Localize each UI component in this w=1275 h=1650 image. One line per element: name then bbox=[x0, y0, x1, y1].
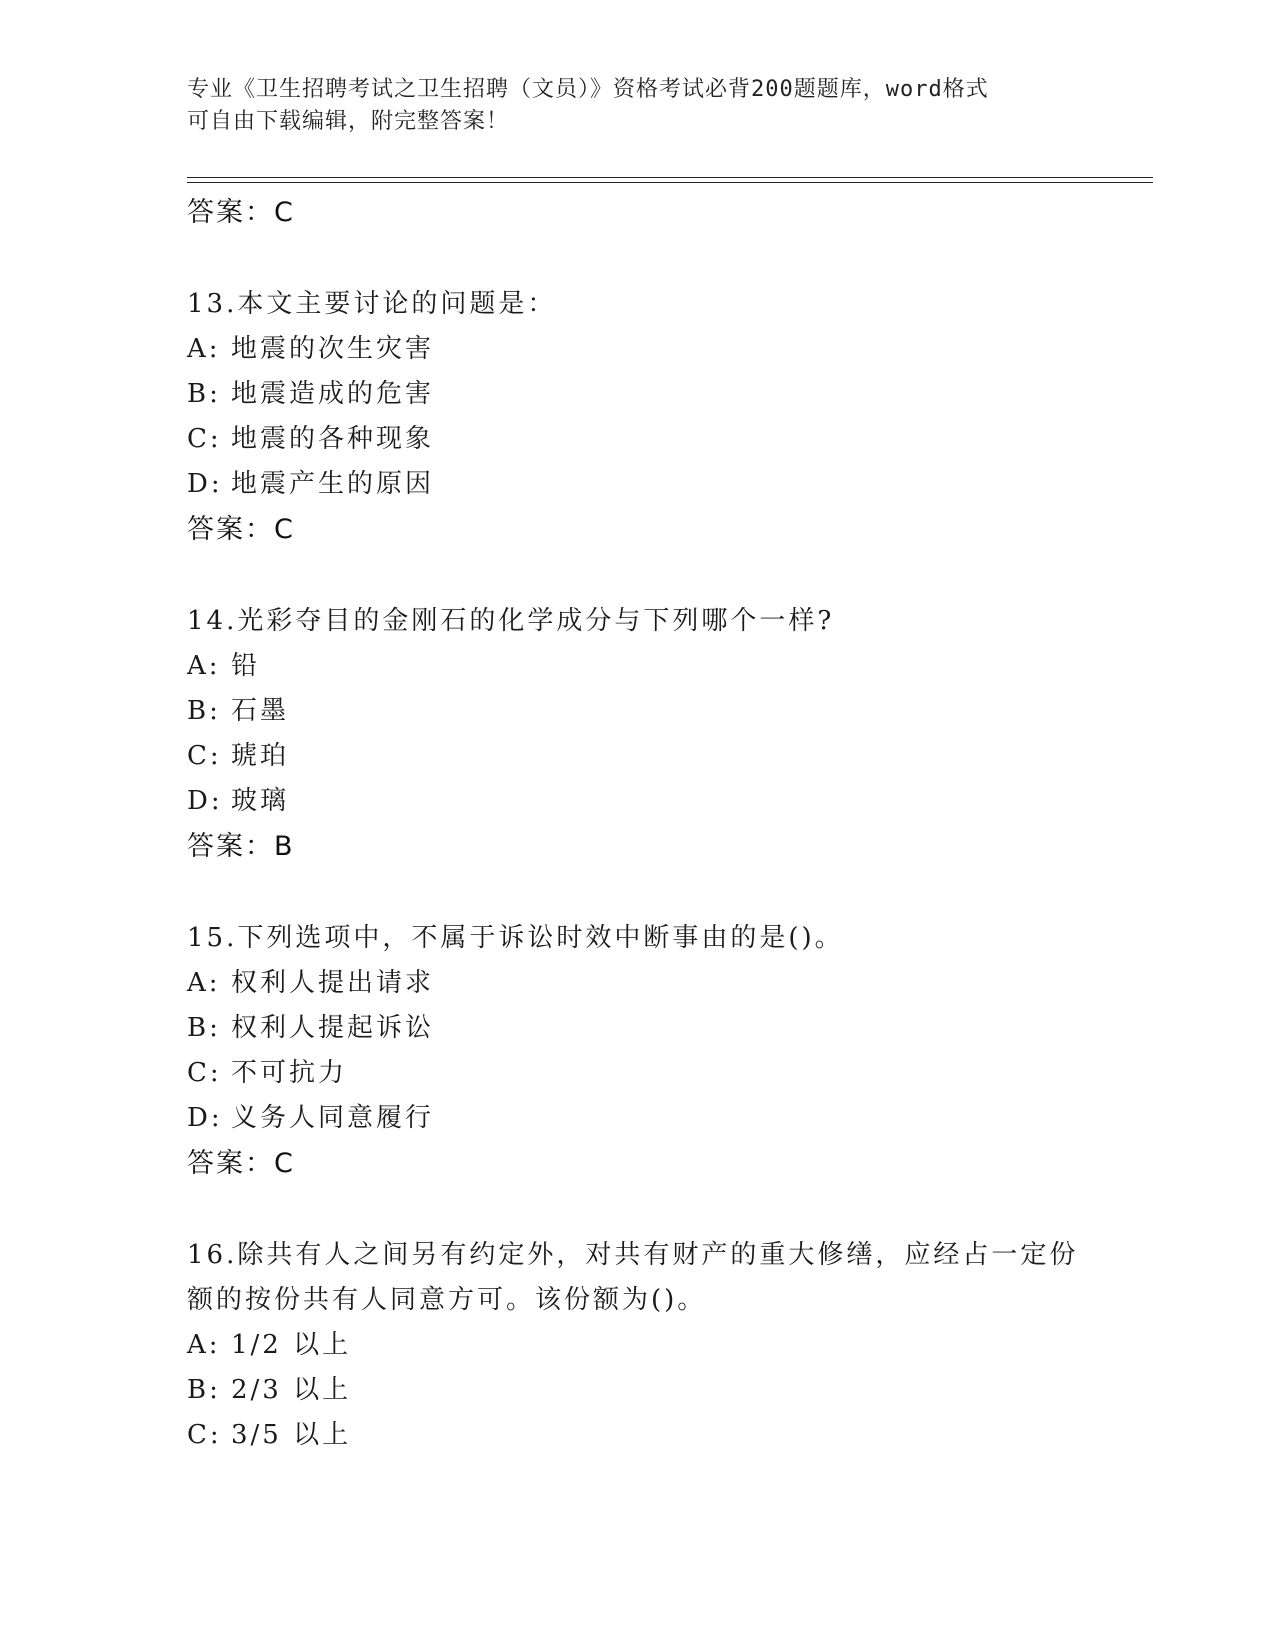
option-c bbox=[187, 417, 1087, 462]
option-key: B: bbox=[187, 1013, 221, 1043]
option-text: 2/3 以上 bbox=[231, 1375, 352, 1405]
option-a bbox=[187, 327, 1087, 372]
option-key: C: bbox=[187, 1058, 222, 1088]
question-stem-line-1: 16.除共有人之间另有约定外，对共有财产的重大修缮，应经占一定份 bbox=[187, 1240, 1079, 1270]
option-d bbox=[187, 462, 1087, 507]
option-text: 地震的次生灾害 bbox=[231, 334, 435, 364]
option-text: 不可抗力 bbox=[231, 1058, 348, 1088]
option-key: C: bbox=[187, 1420, 222, 1450]
question-stem: 14.光彩夺目的金刚石的化学成分与下列哪个一样? bbox=[187, 606, 835, 636]
option-text: 义务人同意履行 bbox=[231, 1103, 435, 1133]
option-b bbox=[187, 1006, 1087, 1051]
option-key: A: bbox=[187, 968, 221, 998]
question-list bbox=[187, 190, 1087, 1458]
option-d bbox=[187, 779, 1087, 824]
option-key: A: bbox=[187, 1330, 221, 1360]
answer-line: 答案：B bbox=[187, 831, 295, 862]
option-text: 铅 bbox=[231, 651, 261, 681]
option-text: 玻璃 bbox=[231, 786, 290, 816]
option-a bbox=[187, 1323, 1087, 1368]
previous-answer: 答案：C bbox=[187, 197, 295, 228]
question-13 bbox=[187, 282, 1087, 552]
option-c bbox=[187, 1413, 1087, 1458]
question-stem: 15.下列选项中，不属于诉讼时效中断事由的是()。 bbox=[187, 923, 844, 953]
header-divider-top bbox=[187, 177, 1153, 178]
option-text: 地震产生的原因 bbox=[231, 469, 435, 499]
option-b bbox=[187, 1368, 1087, 1413]
option-text: 石墨 bbox=[231, 696, 290, 726]
option-key: B: bbox=[187, 1375, 221, 1405]
option-text: 权利人提出请求 bbox=[231, 968, 435, 998]
option-key: A: bbox=[187, 651, 221, 681]
question-15 bbox=[187, 916, 1087, 1186]
option-text: 地震的各种现象 bbox=[231, 424, 435, 454]
question-stem-line-2: 额的按份共有人同意方可。该份额为()。 bbox=[187, 1285, 707, 1315]
option-key: B: bbox=[187, 379, 221, 409]
option-b bbox=[187, 372, 1087, 417]
option-b bbox=[187, 689, 1087, 734]
option-key: D: bbox=[187, 469, 223, 499]
option-c bbox=[187, 1051, 1087, 1096]
option-c bbox=[187, 734, 1087, 779]
answer-line: 答案：C bbox=[187, 514, 295, 545]
option-key: C: bbox=[187, 424, 222, 454]
option-a bbox=[187, 961, 1087, 1006]
answer-line: 答案：C bbox=[187, 1148, 295, 1179]
option-text: 1/2 以上 bbox=[231, 1330, 352, 1360]
option-d bbox=[187, 1096, 1087, 1141]
option-a bbox=[187, 644, 1087, 689]
question-stem: 13.本文主要讨论的问题是： bbox=[187, 289, 557, 319]
header-line-2: 可自由下载编辑，附完整答案！ bbox=[187, 109, 510, 134]
option-text: 地震造成的危害 bbox=[231, 379, 435, 409]
option-text: 琥珀 bbox=[231, 741, 290, 771]
option-text: 权利人提起诉讼 bbox=[231, 1013, 435, 1043]
question-16 bbox=[187, 1233, 1087, 1458]
option-key: D: bbox=[187, 786, 223, 816]
option-key: A: bbox=[187, 334, 221, 364]
header-divider-bottom bbox=[187, 182, 1153, 183]
option-key: B: bbox=[187, 696, 221, 726]
option-key: D: bbox=[187, 1103, 223, 1133]
question-14 bbox=[187, 599, 1087, 869]
option-text: 3/5 以上 bbox=[231, 1420, 352, 1450]
document-header bbox=[187, 74, 1067, 138]
option-key: C: bbox=[187, 741, 222, 771]
header-line-1: 专业《卫生招聘考试之卫生招聘（文员）》资格考试必背200题题库，word格式 bbox=[187, 77, 989, 102]
